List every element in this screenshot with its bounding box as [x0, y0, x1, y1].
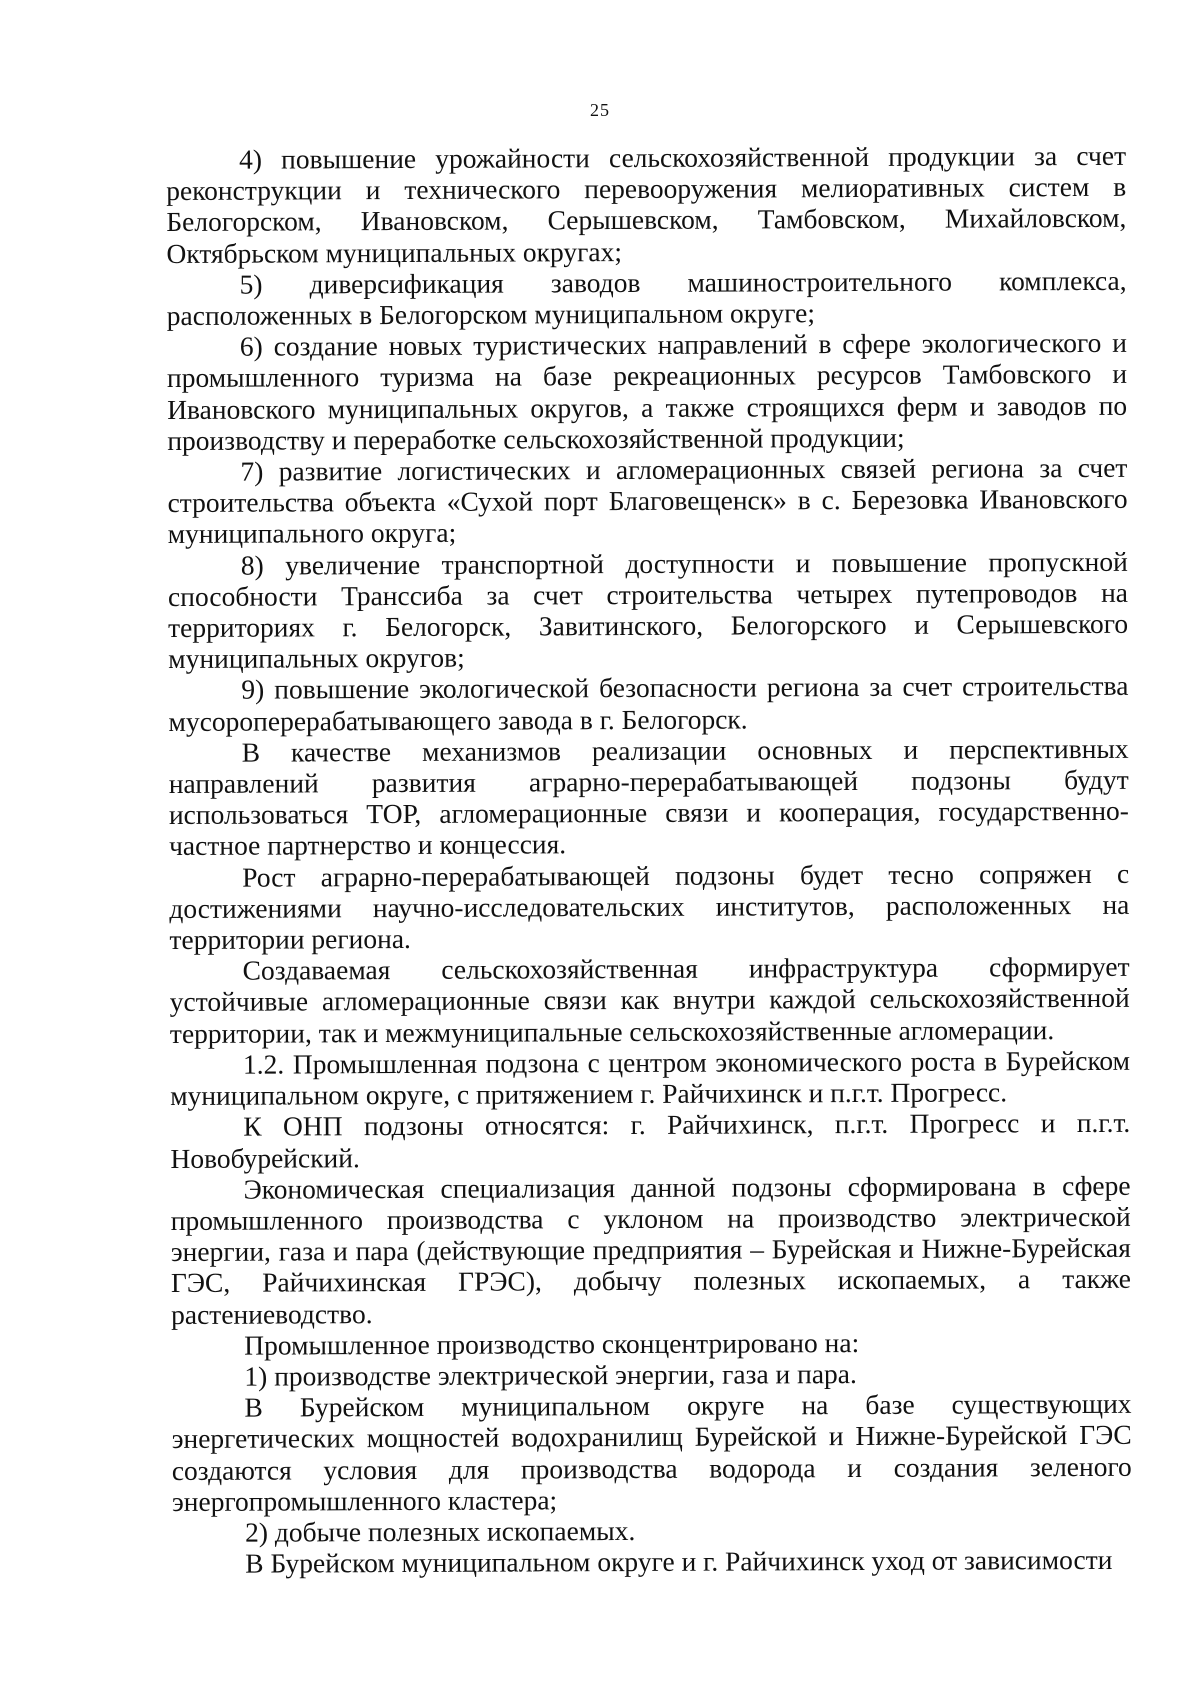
paragraph-item-mining: 2) добыче полезных ископаемых. [244, 1514, 636, 1548]
paragraph-production-intro: Промышленное производство сконцентрировано на: [244, 1326, 860, 1361]
paragraph-item-5: 5) диверсификация заводов машиностроительного комплекса, расположенных в Белогорском муниципальном округе; [166, 264, 1127, 332]
paragraph-hydrogen: В Бурейском муниципальном округе на базе существующих энергетических мощностей водохранилищ Бурейской и Нижне-Бурейской ГЭС создаются условия для производства водорода и создания зеленого энергопромышленного кластера; [171, 1387, 1132, 1517]
paragraph-item-8: 8) увеличение транспортной доступности и повышение пропускной способности Транссиба за счет строительства четырех путепроводов на территориях г. Белогорск, Завитинского, Белогорского и Серышевского муниципальных округов; [167, 545, 1129, 675]
paragraph-growth: Рост аграрно-перерабатывающей подзоны будет тесно сопряжен с достижениями научно-исследовательских институтов, расположенных на территории региона. [169, 857, 1130, 956]
paragraph-mechanisms: В качестве механизмов реализации основных и перспективных направлений развития аграрно-перерабатывающей подзоны будут использоваться ТОР, агломерационные связи и кооперация, государственно-частное партнерство и концессия. [168, 732, 1129, 862]
paragraph-item-4: 4) повышение урожайности сельскохозяйственной продукции за счет реконструкции и технического перевооружения мелиоративных систем в Белогорском, Ивановском, Серышевском, Тамбовском, Михайловском, Октябрьском муниципальных округах; [166, 139, 1127, 269]
paragraph-infrastructure: Создаваемая сельскохозяйственная инфраструктура сформирует устойчивые агломерационные связи как внутри каждой сельскохозяйственной территории, так и межмуниципальные сельскохозяйственные агломерации. [169, 951, 1130, 1049]
paragraph-item-energy: 1) производстве электрической энергии, газа и пара. [244, 1357, 857, 1392]
paragraph-onp: К ОНП подзоны относятся: г. Райчихинск, п.г.т. Прогресс и п.г.т. Новобурейский. [170, 1107, 1131, 1174]
section-heading-1-2: 1.2. Промышленная подзона с центром экономического роста в Бурейском муниципальном округе, с притяжением г. Райчихинск и п.г.т. Прогресс. [170, 1044, 1131, 1112]
document-body [166, 140, 1132, 1580]
paragraph-item-9: 9) повышение экологической безопасности региона за счет строительства мусороперерабатывающего завода в г. Белогорск. [168, 670, 1129, 737]
paragraph-item-7: 7) развитие логистических и агломерационных связей региона за счет строительства объекта «Сухой порт Благовещенск» в с. Березовка Ивановского муниципального округа; [167, 451, 1128, 550]
paragraph-specialization: Экономическая специализация данной подзоны сформирована в сфере промышленного производства с уклоном на производство электрической энергии, газа и пара (действующие предприятия – Бурейская и Нижне-Бурейская ГЭС, Райчихинская ГРЭС), добычу полезных ископаемых, а также растениеводство. [170, 1169, 1132, 1330]
page-number: 25 [590, 100, 610, 120]
paragraph-dependency: В Бурейском муниципальном округе и г. Райчихинск уход от зависимости [245, 1544, 1113, 1579]
paragraph-item-6: 6) создание новых туристических направлений в сфере экологического и промышленного туризма на базе рекреационных ресурсов Тамбовского и Ивановского муниципальных округов, а также строящихся ферм и заводов по производству и переработке сельскохозяйственной продукции; [166, 327, 1128, 456]
